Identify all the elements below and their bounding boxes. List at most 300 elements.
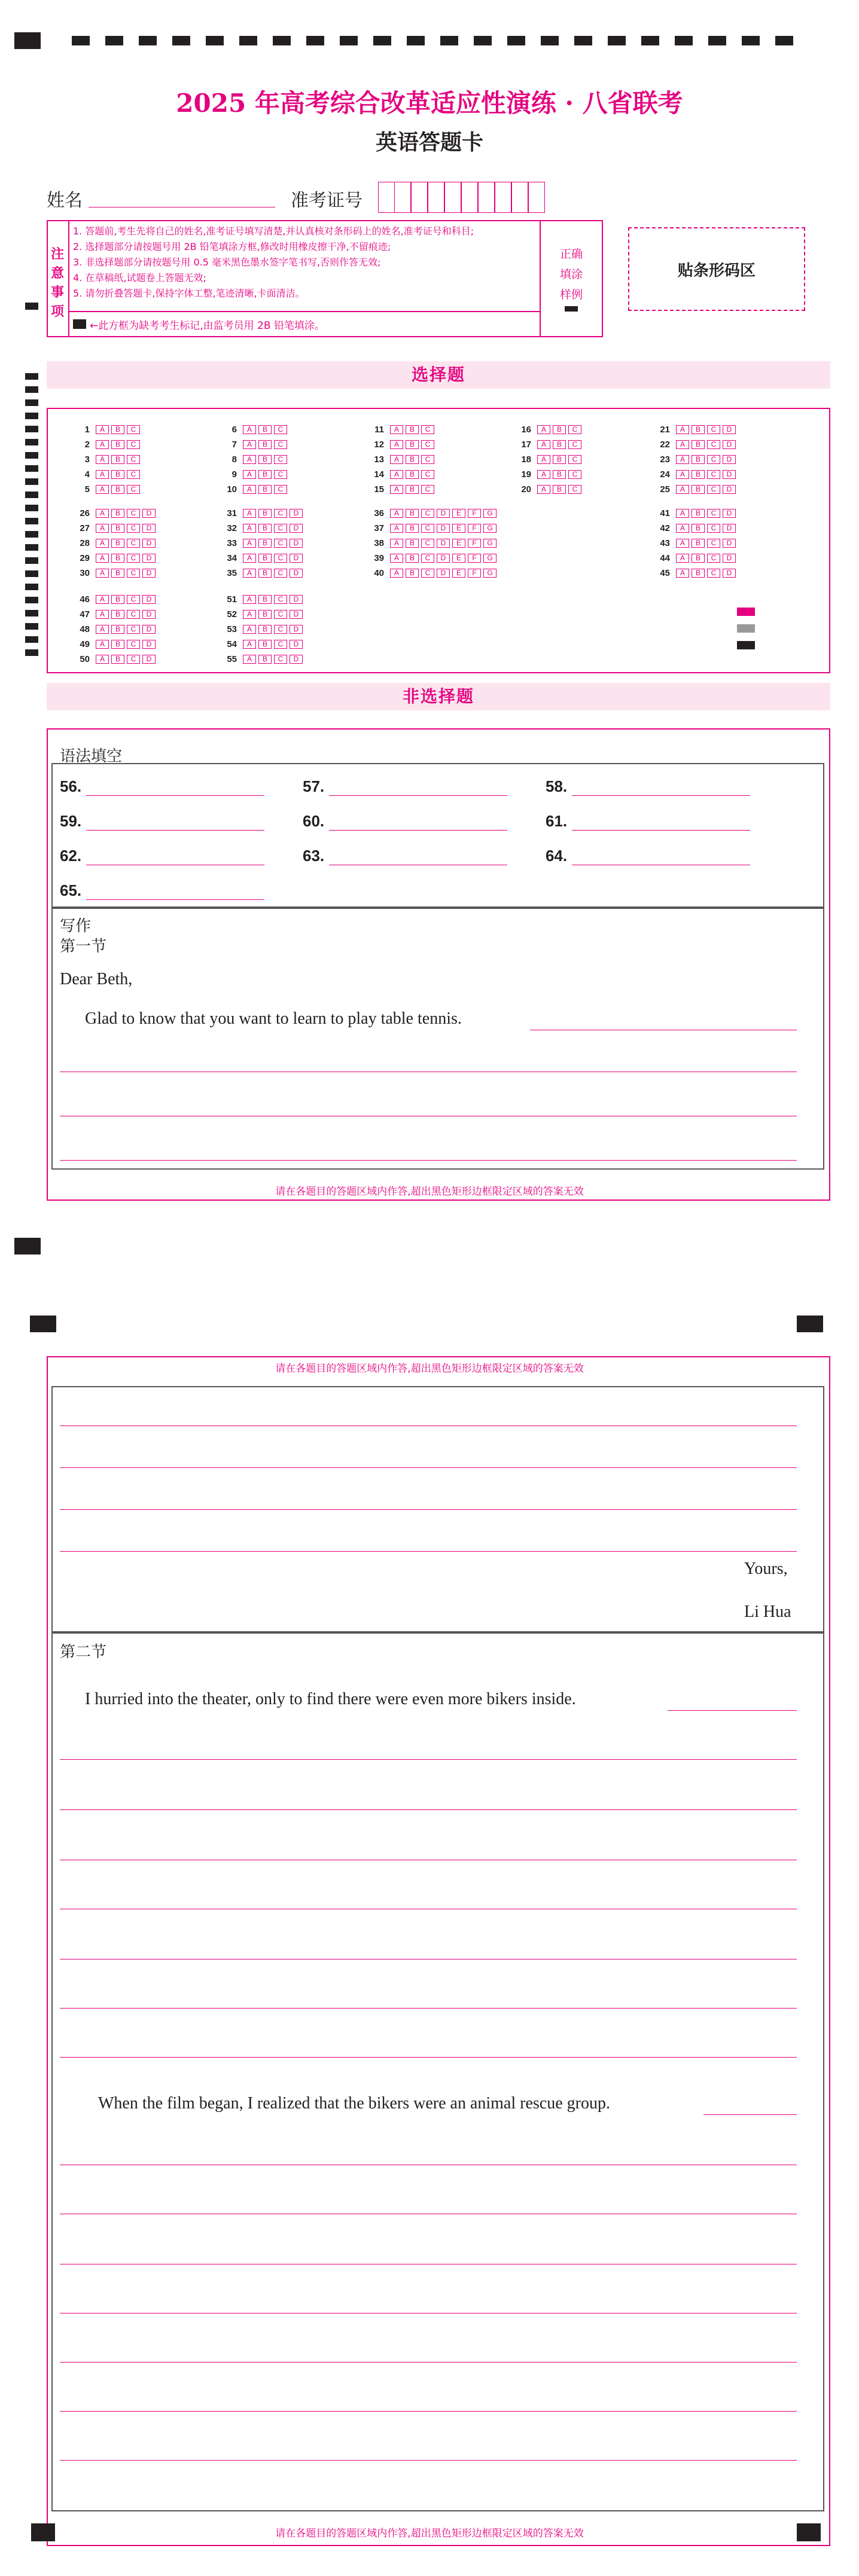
- answer-option-c[interactable]: C: [274, 569, 287, 578]
- exam-id-digit-box[interactable]: [511, 182, 528, 213]
- answer-option-d[interactable]: D: [290, 554, 303, 563]
- answer-option-e[interactable]: E: [452, 524, 465, 533]
- answer-option-a[interactable]: A: [96, 640, 109, 649]
- answer-option-b[interactable]: B: [406, 470, 419, 479]
- blank-number: 64.: [546, 847, 568, 865]
- answer-option-b[interactable]: B: [553, 485, 566, 494]
- corner-mark: [30, 1316, 56, 1332]
- timing-mark: [708, 36, 726, 45]
- answer-option-a[interactable]: A: [537, 455, 550, 464]
- answer-option-a[interactable]: A: [96, 539, 109, 548]
- answer-option-d[interactable]: D: [290, 595, 303, 604]
- answer-option-b[interactable]: B: [111, 509, 124, 518]
- answer-option-c[interactable]: C: [127, 655, 140, 664]
- question-number: 4: [84, 469, 90, 480]
- answer-option-c[interactable]: C: [707, 554, 720, 563]
- answer-option-g[interactable]: G: [483, 509, 496, 518]
- blank-number: 60.: [303, 812, 325, 830]
- answer-option-c[interactable]: C: [274, 425, 287, 434]
- question-number: 50: [80, 654, 90, 664]
- answer-option-a[interactable]: A: [390, 470, 403, 479]
- exam-id-digit-box[interactable]: [478, 182, 495, 213]
- exam-id-digit-box[interactable]: [411, 182, 428, 213]
- answer-option-a[interactable]: A: [243, 539, 256, 548]
- question-number: 51: [227, 594, 237, 605]
- answer-option-f[interactable]: F: [468, 539, 481, 548]
- answer-option-d[interactable]: D: [142, 595, 156, 604]
- answer-option-c[interactable]: C: [127, 524, 140, 533]
- blank-answer-line[interactable]: [329, 830, 507, 831]
- writing-line[interactable]: [60, 1467, 797, 1468]
- answer-option-b[interactable]: B: [692, 539, 705, 548]
- answer-option-e[interactable]: E: [452, 539, 465, 548]
- answer-option-g[interactable]: G: [483, 524, 496, 533]
- answer-option-e[interactable]: E: [452, 509, 465, 518]
- answer-option-a[interactable]: A: [243, 554, 256, 563]
- question-number: 41: [660, 508, 670, 518]
- answer-option-a[interactable]: A: [96, 425, 109, 434]
- answer-option-c[interactable]: C: [707, 425, 720, 434]
- answer-option-e[interactable]: E: [452, 569, 465, 578]
- timing-mark: [407, 36, 425, 45]
- answer-option-d[interactable]: D: [142, 625, 156, 634]
- answer-option-b[interactable]: B: [406, 440, 419, 449]
- answer-option-a[interactable]: A: [390, 455, 403, 464]
- answer-option-d[interactable]: D: [142, 554, 156, 563]
- answer-option-c[interactable]: C: [127, 610, 140, 619]
- answer-option-b[interactable]: B: [258, 485, 272, 494]
- question-number: 25: [660, 484, 670, 495]
- answer-option-b[interactable]: B: [111, 470, 124, 479]
- question-number: 34: [227, 553, 237, 563]
- answer-option-c[interactable]: C: [274, 455, 287, 464]
- answer-option-d[interactable]: D: [723, 470, 736, 479]
- answer-option-c[interactable]: C: [421, 509, 434, 518]
- answer-option-a[interactable]: A: [96, 655, 109, 664]
- answer-option-b[interactable]: B: [406, 485, 419, 494]
- answer-option-d[interactable]: D: [290, 569, 303, 578]
- answer-option-a[interactable]: A: [390, 485, 403, 494]
- answer-option-c[interactable]: C: [127, 640, 140, 649]
- timing-mark: [25, 386, 38, 393]
- answer-option-b[interactable]: B: [692, 455, 705, 464]
- question-number: 36: [374, 508, 384, 518]
- answer-option-a[interactable]: A: [243, 610, 256, 619]
- blank-answer-line[interactable]: [329, 795, 507, 796]
- answer-option-a[interactable]: A: [96, 595, 109, 604]
- answer-option-a[interactable]: A: [676, 425, 689, 434]
- answer-option-b[interactable]: B: [111, 640, 124, 649]
- answer-option-b[interactable]: B: [258, 524, 272, 533]
- writing-line[interactable]: [60, 2362, 797, 2363]
- answer-option-b[interactable]: B: [258, 569, 272, 578]
- answer-option-c[interactable]: C: [127, 569, 140, 578]
- answer-option-a[interactable]: A: [390, 524, 403, 533]
- answer-option-f[interactable]: F: [468, 524, 481, 533]
- answer-option-f[interactable]: F: [468, 569, 481, 578]
- answer-option-d[interactable]: D: [290, 509, 303, 518]
- answer-option-d[interactable]: D: [437, 524, 450, 533]
- answer-option-a[interactable]: A: [243, 655, 256, 664]
- writing-line[interactable]: [60, 2411, 797, 2412]
- answer-option-b[interactable]: B: [258, 554, 272, 563]
- answer-option-c[interactable]: C: [568, 470, 581, 479]
- answer-option-b[interactable]: B: [692, 524, 705, 533]
- answer-option-b[interactable]: B: [111, 539, 124, 548]
- answer-option-d[interactable]: D: [142, 524, 156, 533]
- answer-option-a[interactable]: A: [96, 524, 109, 533]
- corner-mark: [797, 1316, 823, 1332]
- answer-option-c[interactable]: C: [707, 524, 720, 533]
- answer-option-c[interactable]: C: [421, 455, 434, 464]
- answer-option-a[interactable]: A: [390, 425, 403, 434]
- question-number: 11: [374, 425, 384, 435]
- answer-option-c[interactable]: C: [568, 455, 581, 464]
- answer-option-b[interactable]: B: [692, 554, 705, 563]
- timing-mark: [25, 399, 38, 406]
- answer-option-a[interactable]: A: [243, 455, 256, 464]
- answer-option-a[interactable]: A: [676, 509, 689, 518]
- answer-option-d[interactable]: D: [723, 554, 736, 563]
- answer-option-a[interactable]: A: [676, 524, 689, 533]
- answer-option-b[interactable]: B: [258, 455, 272, 464]
- answer-option-b[interactable]: B: [258, 425, 272, 434]
- answer-option-a[interactable]: A: [390, 569, 403, 578]
- writing-line[interactable]: [60, 2460, 797, 2461]
- answer-option-d[interactable]: D: [142, 610, 156, 619]
- writing-line[interactable]: [703, 2114, 797, 2115]
- answer-option-d[interactable]: D: [290, 625, 303, 634]
- blank-answer-line[interactable]: [86, 795, 264, 796]
- answer-option-c[interactable]: C: [421, 539, 434, 548]
- answer-option-a[interactable]: A: [96, 569, 109, 578]
- answer-option-d[interactable]: D: [142, 539, 156, 548]
- answer-option-d[interactable]: D: [723, 485, 736, 494]
- answer-option-d[interactable]: D: [142, 655, 156, 664]
- answer-option-b[interactable]: B: [553, 470, 566, 479]
- answer-option-b[interactable]: B: [692, 485, 705, 494]
- answer-option-c[interactable]: C: [707, 509, 720, 518]
- answer-option-b[interactable]: B: [406, 569, 419, 578]
- answer-option-c[interactable]: C: [274, 595, 287, 604]
- answer-option-a[interactable]: A: [676, 455, 689, 464]
- answer-option-d[interactable]: D: [437, 554, 450, 563]
- question-number: 45: [660, 568, 670, 578]
- question-number: 29: [80, 553, 90, 563]
- answer-option-c[interactable]: C: [707, 485, 720, 494]
- answer-option-b[interactable]: B: [111, 485, 124, 494]
- answer-option-c[interactable]: C: [274, 524, 287, 533]
- writing-line[interactable]: [60, 2057, 797, 2058]
- answer-option-b[interactable]: B: [111, 524, 124, 533]
- answer-option-d[interactable]: D: [723, 509, 736, 518]
- answer-option-b[interactable]: B: [111, 595, 124, 604]
- answer-option-b[interactable]: B: [406, 524, 419, 533]
- exam-id-digit-box[interactable]: [495, 182, 511, 213]
- answer-option-a[interactable]: A: [96, 470, 109, 479]
- answer-option-b[interactable]: B: [692, 470, 705, 479]
- answer-option-b[interactable]: B: [406, 539, 419, 548]
- question-number: 7: [231, 439, 237, 450]
- answer-option-c[interactable]: C: [127, 440, 140, 449]
- sample-swatch-pink: [737, 608, 755, 616]
- timing-mark: [25, 597, 38, 603]
- answer-option-b[interactable]: B: [111, 625, 124, 634]
- answer-option-b[interactable]: B: [111, 455, 124, 464]
- answer-option-a[interactable]: A: [390, 440, 403, 449]
- answer-option-d[interactable]: D: [142, 569, 156, 578]
- question-number: 31: [227, 508, 237, 518]
- answer-option-c[interactable]: C: [127, 554, 140, 563]
- timing-mark: [105, 36, 123, 45]
- answer-option-b[interactable]: B: [692, 569, 705, 578]
- answer-option-f[interactable]: F: [468, 554, 481, 563]
- answer-option-c[interactable]: C: [707, 455, 720, 464]
- answer-option-g[interactable]: G: [483, 539, 496, 548]
- answer-option-d[interactable]: D: [437, 539, 450, 548]
- answer-option-b[interactable]: B: [111, 655, 124, 664]
- answer-option-a[interactable]: A: [243, 524, 256, 533]
- answer-option-c[interactable]: C: [421, 554, 434, 563]
- answer-option-c[interactable]: C: [127, 425, 140, 434]
- exam-id-digit-box[interactable]: [444, 182, 461, 213]
- timing-mark: [507, 36, 525, 45]
- answer-option-c[interactable]: C: [274, 509, 287, 518]
- exam-id-digit-box[interactable]: [394, 182, 411, 213]
- answer-option-b[interactable]: B: [258, 470, 272, 479]
- timing-mark: [373, 36, 391, 45]
- answer-option-a[interactable]: A: [243, 440, 256, 449]
- answer-option-a[interactable]: A: [676, 440, 689, 449]
- timing-mark: [440, 36, 458, 45]
- answer-option-a[interactable]: A: [243, 485, 256, 494]
- answer-option-b[interactable]: B: [111, 610, 124, 619]
- answer-option-a[interactable]: A: [390, 509, 403, 518]
- timing-mark: [25, 649, 38, 656]
- answer-option-c[interactable]: C: [421, 524, 434, 533]
- answer-option-c[interactable]: C: [127, 470, 140, 479]
- question-number: 8: [231, 454, 237, 465]
- answer-option-c[interactable]: C: [127, 595, 140, 604]
- answer-option-c[interactable]: C: [274, 610, 287, 619]
- blank-answer-line[interactable]: [572, 830, 750, 831]
- exam-id-digit-box[interactable]: [461, 182, 478, 213]
- timing-mark: [574, 36, 592, 45]
- timing-mark: [25, 452, 38, 459]
- answer-option-b[interactable]: B: [692, 440, 705, 449]
- answer-option-d[interactable]: D: [437, 509, 450, 518]
- answer-option-a[interactable]: A: [537, 425, 550, 434]
- answer-option-b[interactable]: B: [258, 509, 272, 518]
- answer-option-c[interactable]: C: [568, 440, 581, 449]
- answer-option-a[interactable]: A: [96, 440, 109, 449]
- answer-option-a[interactable]: A: [96, 509, 109, 518]
- writing-line[interactable]: [668, 1710, 797, 1711]
- notice-item: 1. 答题前,考生先将自己的姓名,准考证号填写清楚,并认真核对条形码上的姓名,准考证号和科目;: [73, 225, 474, 237]
- answer-option-b[interactable]: B: [406, 455, 419, 464]
- answer-option-c[interactable]: C: [568, 425, 581, 434]
- answer-option-c[interactable]: C: [274, 554, 287, 563]
- answer-option-b[interactable]: B: [111, 440, 124, 449]
- answer-option-c[interactable]: C: [707, 539, 720, 548]
- answer-option-c[interactable]: C: [127, 455, 140, 464]
- answer-option-c[interactable]: C: [274, 655, 287, 664]
- notice-item: 5. 请勿折叠答题卡,保持字体工整,笔迹清晰,卡面清洁。: [73, 288, 305, 299]
- answer-option-d[interactable]: D: [290, 655, 303, 664]
- answer-option-g[interactable]: G: [483, 569, 496, 578]
- answer-option-b[interactable]: B: [553, 440, 566, 449]
- answer-option-a[interactable]: A: [676, 470, 689, 479]
- answer-option-d[interactable]: D: [723, 569, 736, 578]
- answer-option-d[interactable]: D: [290, 539, 303, 548]
- answer-option-b[interactable]: B: [111, 425, 124, 434]
- answer-option-c[interactable]: C: [568, 485, 581, 494]
- part1-title: 第一节: [60, 938, 107, 956]
- answer-option-c[interactable]: C: [707, 470, 720, 479]
- answer-option-a[interactable]: A: [537, 485, 550, 494]
- answer-option-d[interactable]: D: [723, 440, 736, 449]
- answer-option-b[interactable]: B: [258, 610, 272, 619]
- answer-option-b[interactable]: B: [258, 539, 272, 548]
- timing-mark: [25, 465, 38, 472]
- answer-option-b[interactable]: B: [692, 425, 705, 434]
- answer-option-b[interactable]: B: [258, 595, 272, 604]
- answer-option-a[interactable]: A: [243, 509, 256, 518]
- answer-option-a[interactable]: A: [243, 625, 256, 634]
- answer-option-c[interactable]: C: [421, 440, 434, 449]
- answer-option-c[interactable]: C: [127, 485, 140, 494]
- answer-option-a[interactable]: A: [96, 625, 109, 634]
- answer-option-b[interactable]: B: [406, 425, 419, 434]
- answer-option-a[interactable]: A: [537, 470, 550, 479]
- answer-option-c[interactable]: C: [421, 425, 434, 434]
- answer-option-c[interactable]: C: [127, 625, 140, 634]
- answer-option-d[interactable]: D: [142, 640, 156, 649]
- question-number: 40: [374, 568, 384, 578]
- barcode-label: 贴条形码区: [677, 262, 756, 280]
- question-number: 1: [84, 425, 90, 435]
- answer-option-a[interactable]: A: [243, 425, 256, 434]
- question-number: 43: [660, 538, 670, 548]
- answer-option-c[interactable]: C: [274, 539, 287, 548]
- absent-mark-box[interactable]: [73, 319, 86, 329]
- answer-option-d[interactable]: D: [723, 524, 736, 533]
- answer-option-c[interactable]: C: [707, 440, 720, 449]
- answer-option-c[interactable]: C: [274, 625, 287, 634]
- answer-option-c[interactable]: C: [421, 485, 434, 494]
- question-number: 23: [660, 454, 670, 465]
- answer-option-g[interactable]: G: [483, 554, 496, 563]
- answer-option-b[interactable]: B: [692, 509, 705, 518]
- question-number: 17: [521, 439, 531, 450]
- answer-option-b[interactable]: B: [406, 554, 419, 563]
- answer-option-a[interactable]: A: [243, 569, 256, 578]
- answer-option-e[interactable]: E: [452, 554, 465, 563]
- answer-option-b[interactable]: B: [406, 509, 419, 518]
- blank-answer-line[interactable]: [572, 795, 750, 796]
- boundary-warning: 请在各题目的答题区域内作答,超出黑色矩形边框限定区域的答案无效: [275, 1363, 584, 1375]
- answer-option-a[interactable]: A: [676, 569, 689, 578]
- writing-line[interactable]: [60, 2008, 797, 2009]
- answer-option-c[interactable]: C: [127, 509, 140, 518]
- answer-option-c[interactable]: C: [274, 640, 287, 649]
- part2-title: 第二节: [60, 1643, 107, 1661]
- blank-answer-line[interactable]: [86, 830, 264, 831]
- answer-option-a[interactable]: A: [390, 539, 403, 548]
- answer-option-b[interactable]: B: [111, 569, 124, 578]
- writing-line[interactable]: [60, 1509, 797, 1510]
- answer-option-c[interactable]: C: [274, 485, 287, 494]
- answer-option-a[interactable]: A: [243, 640, 256, 649]
- answer-option-b[interactable]: B: [258, 655, 272, 664]
- answer-option-c[interactable]: C: [127, 539, 140, 548]
- timing-mark: [306, 36, 324, 45]
- answer-box-grammar: [51, 763, 824, 908]
- answer-option-a[interactable]: A: [96, 554, 109, 563]
- answer-option-a[interactable]: A: [96, 610, 109, 619]
- answer-option-b[interactable]: B: [258, 625, 272, 634]
- answer-option-a[interactable]: A: [537, 440, 550, 449]
- answer-option-c[interactable]: C: [274, 470, 287, 479]
- blank-answer-line[interactable]: [86, 899, 264, 900]
- answer-option-a[interactable]: A: [676, 539, 689, 548]
- timing-mark: [25, 413, 38, 419]
- answer-option-d[interactable]: D: [723, 455, 736, 464]
- answer-option-c[interactable]: C: [421, 569, 434, 578]
- exam-id-digit-box[interactable]: [528, 182, 545, 213]
- letter-start: Glad to know that you want to learn to play table tennis.: [85, 1009, 462, 1028]
- writing-line[interactable]: [60, 1959, 797, 1960]
- timing-mark: [25, 518, 38, 524]
- answer-option-f[interactable]: F: [468, 509, 481, 518]
- answer-option-d[interactable]: D: [723, 539, 736, 548]
- timing-mark: [25, 557, 38, 564]
- answer-option-c[interactable]: C: [421, 470, 434, 479]
- exam-id-digit-box[interactable]: [428, 182, 444, 213]
- answer-option-c[interactable]: C: [274, 440, 287, 449]
- answer-option-d[interactable]: D: [290, 524, 303, 533]
- answer-option-c[interactable]: C: [707, 569, 720, 578]
- boundary-warning: 请在各题目的答题区域内作答,超出黑色矩形边框限定区域的答案无效: [275, 1186, 584, 1198]
- answer-option-b[interactable]: B: [258, 440, 272, 449]
- answer-option-b[interactable]: B: [258, 640, 272, 649]
- answer-option-d[interactable]: D: [290, 640, 303, 649]
- answer-option-a[interactable]: A: [243, 470, 256, 479]
- answer-option-a[interactable]: A: [96, 455, 109, 464]
- answer-option-a[interactable]: A: [243, 595, 256, 604]
- exam-id-digit-box[interactable]: [378, 182, 395, 213]
- writing-line[interactable]: [60, 1551, 797, 1552]
- answer-option-d[interactable]: D: [142, 509, 156, 518]
- answer-option-d[interactable]: D: [723, 425, 736, 434]
- question-number: 52: [227, 609, 237, 619]
- answer-option-a[interactable]: A: [676, 485, 689, 494]
- writing-line[interactable]: [60, 1160, 797, 1161]
- timing-mark: [206, 36, 224, 45]
- answer-option-a[interactable]: A: [676, 554, 689, 563]
- question-number: 21: [660, 425, 670, 435]
- writing-line[interactable]: [60, 1759, 797, 1760]
- question-number: 32: [227, 523, 237, 533]
- answer-option-b[interactable]: B: [553, 425, 566, 434]
- answer-option-b[interactable]: B: [111, 554, 124, 563]
- answer-option-a[interactable]: A: [96, 485, 109, 494]
- answer-option-a[interactable]: A: [390, 554, 403, 563]
- answer-option-d[interactable]: D: [290, 610, 303, 619]
- answer-option-b[interactable]: B: [553, 455, 566, 464]
- writing-line[interactable]: [60, 1809, 797, 1810]
- answer-option-d[interactable]: D: [437, 569, 450, 578]
